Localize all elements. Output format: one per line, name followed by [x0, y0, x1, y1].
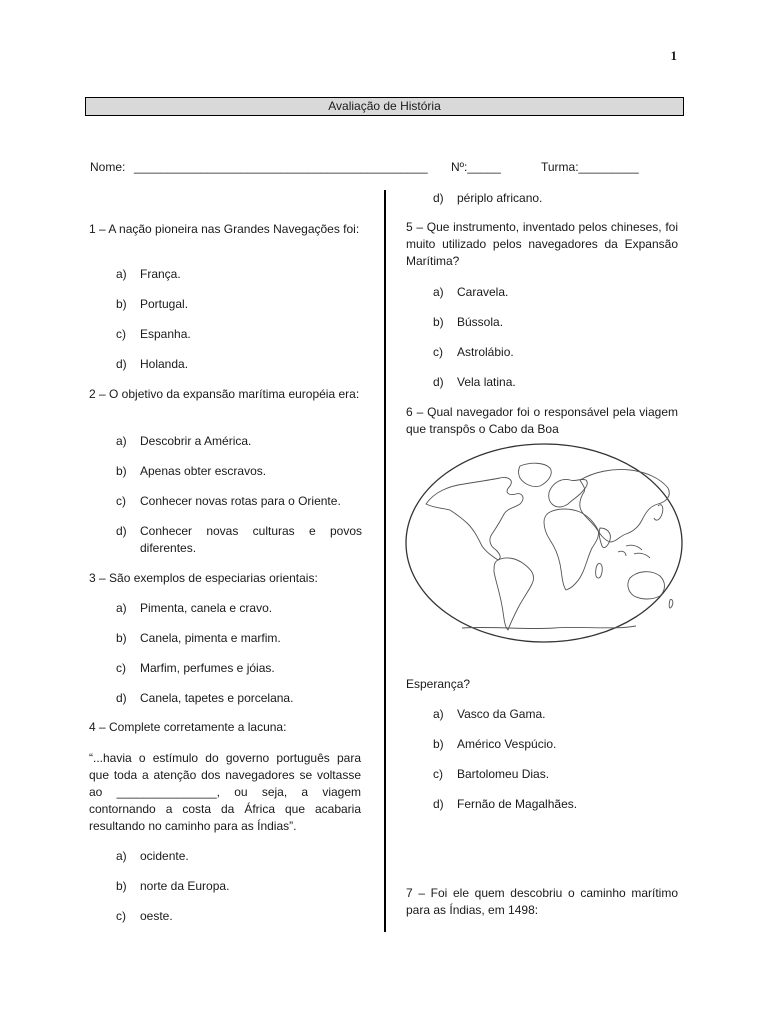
option-letter: d) [433, 797, 444, 811]
new-zealand-outline [669, 599, 673, 608]
option-letter: c) [116, 327, 126, 341]
option-letter: b) [433, 315, 444, 329]
option-letter: a) [116, 849, 127, 863]
page-title: Avaliação de História [85, 97, 684, 116]
option-text: Bartolomeu Dias. [457, 767, 550, 781]
option-letter: b) [116, 464, 127, 478]
option-letter: d) [433, 375, 444, 389]
option-letter: d) [433, 191, 444, 205]
option-letter: c) [433, 767, 443, 781]
class-label: Turma:_________ [541, 160, 639, 174]
option-text: Apenas obter escravos. [140, 464, 267, 478]
option-text: Descobrir a América. [140, 434, 252, 448]
name-label: Nome: [90, 160, 126, 174]
option-letter: d) [116, 524, 127, 538]
option-text: norte da Europa. [140, 879, 230, 893]
option-text: Vela latina. [457, 375, 516, 389]
option-text: Conhecer novas culturas e povos diferentes. [140, 524, 362, 555]
option-text: Canela, pimenta e marfim. [140, 631, 281, 645]
option-text: Canela, tapetes e porcelana. [140, 691, 294, 705]
option-text: Holanda. [140, 357, 189, 371]
question-7-text: 7 – Foi ele quem descobriu o caminho marítimo para as Índias, em 1498: [406, 886, 678, 917]
option-letter: a) [116, 601, 127, 615]
option-letter: a) [116, 434, 127, 448]
option-letter: c) [433, 345, 443, 359]
option-text: Pimenta, canela e cravo. [140, 601, 273, 615]
option-text: Astrolábio. [457, 345, 514, 359]
world-map-image [404, 442, 684, 644]
left-column [89, 0, 361, 1024]
option-letter: c) [116, 909, 126, 923]
number-label: Nº:_____ [451, 160, 501, 174]
option-letter: b) [116, 631, 127, 645]
option-letter: c) [116, 661, 126, 675]
question-5-text: 5 – Que instrumento, inventado pelos chineses, foi muito utilizado pelos navegadores da Expansão Marítima? [406, 220, 678, 268]
option-text: Espanha. [140, 327, 191, 341]
page-number: 1 [670, 48, 677, 63]
question-6-text: 6 – Qual navegador foi o responsável pela viagem que transpôs o Cabo da Boa [406, 405, 678, 436]
option-text: França. [140, 267, 181, 281]
option-text: périplo africano. [457, 191, 543, 205]
question-4-text: 4 – Complete corretamente a lacuna: [89, 720, 287, 734]
map-frame [406, 444, 682, 642]
column-divider [384, 190, 386, 932]
option-letter: b) [433, 737, 444, 751]
question-4-quote: “...havia o estímulo do governo português para que toda a atenção dos navegadores se voltasse ao _______________, ou seja, a viagem contornando a costa da África que acabaria resultando no caminho para as Índias”. [89, 751, 361, 833]
question-2-text: 2 – O objetivo da expansão marítima européia era: [89, 387, 360, 401]
option-letter: b) [116, 297, 127, 311]
option-letter: d) [116, 357, 127, 371]
option-letter: b) [116, 879, 127, 893]
question-3-text: 3 – São exemplos de especiarias orientais: [89, 571, 318, 585]
option-letter: a) [433, 707, 444, 721]
name-blank: ____________________________________________ [134, 160, 428, 174]
option-text: Vasco da Gama. [457, 707, 546, 721]
option-text: ocidente. [140, 849, 189, 863]
question-1-text: 1 – A nação pioneira nas Grandes Navegações foi: [89, 222, 360, 236]
question-6-continuation: Esperança? [406, 677, 471, 691]
option-text: Caravela. [457, 285, 509, 299]
option-text: Portugal. [140, 297, 189, 311]
option-letter: d) [116, 691, 127, 705]
option-text: oeste. [140, 909, 173, 923]
option-letter: a) [433, 285, 444, 299]
option-text: Fernão de Magalhães. [457, 797, 578, 811]
option-letter: c) [116, 494, 126, 508]
option-letter: a) [116, 267, 127, 281]
option-text: Américo Vespúcio. [457, 737, 557, 751]
option-text: Marfim, perfumes e jóias. [140, 661, 275, 675]
option-text: Bússola. [457, 315, 504, 329]
option-text: Conhecer novas rotas para o Oriente. [140, 494, 341, 508]
